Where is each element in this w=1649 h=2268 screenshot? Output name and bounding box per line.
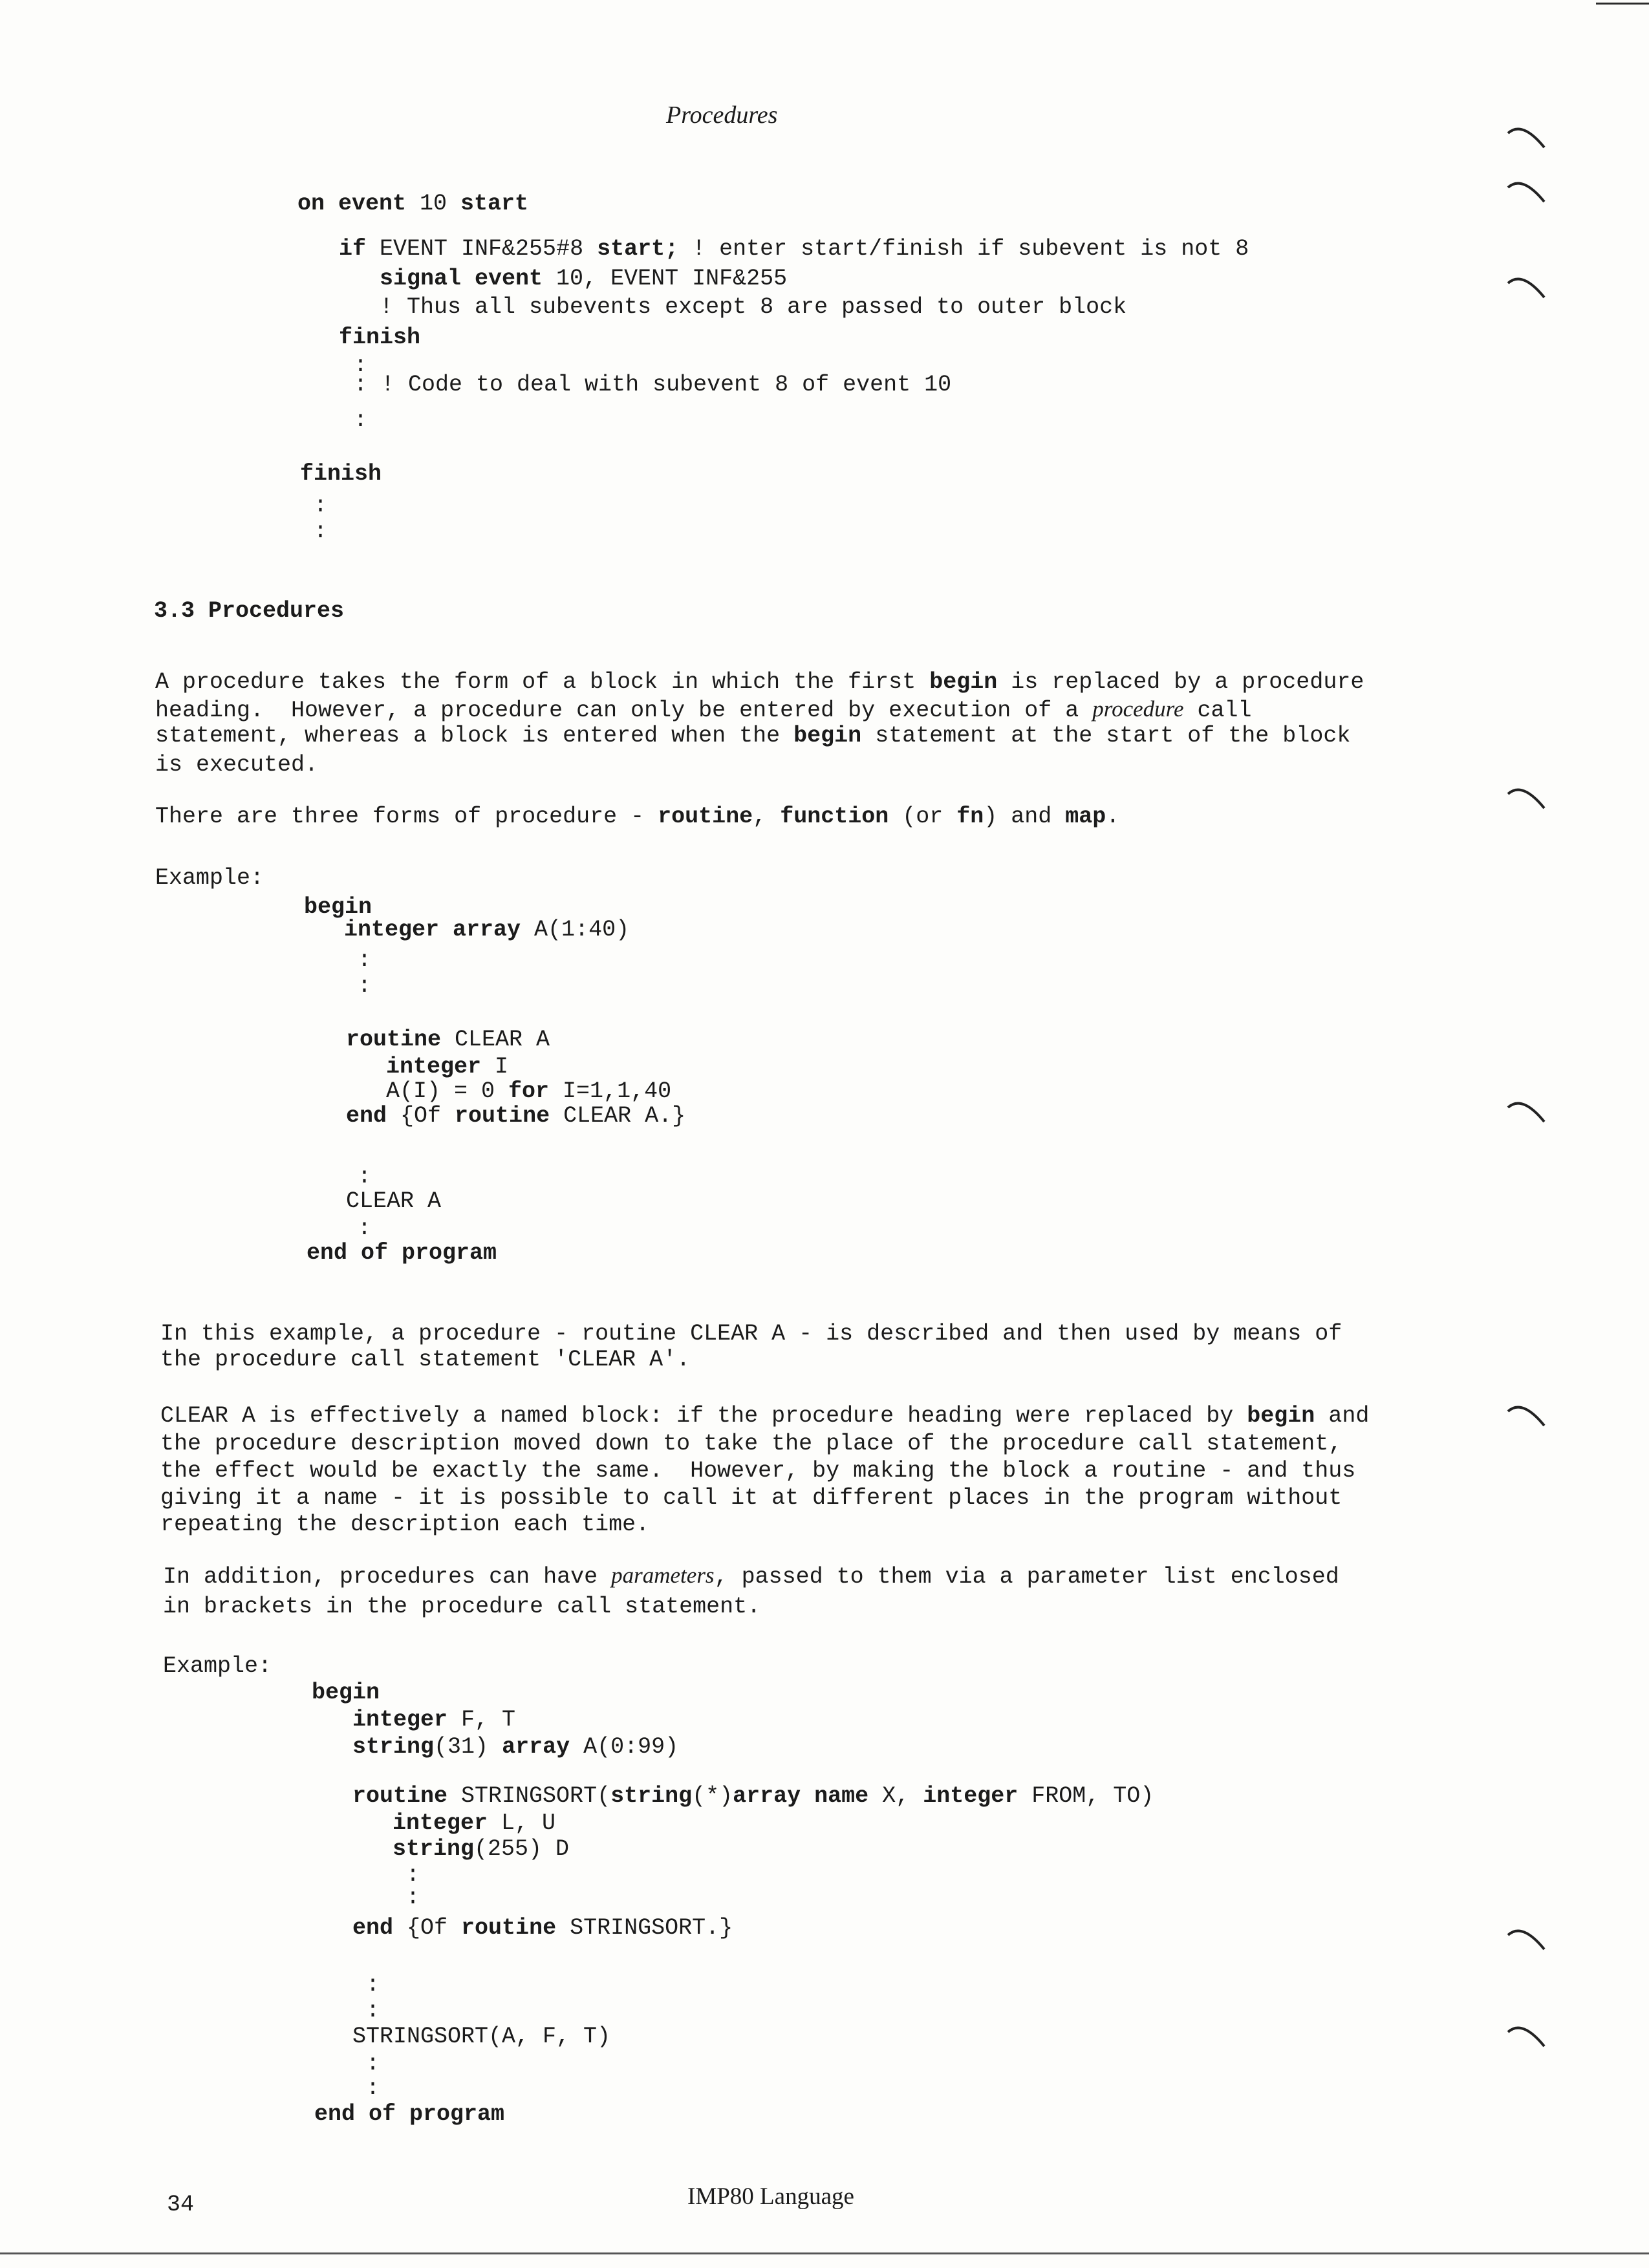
binder-hole-icon (1507, 1923, 1546, 1952)
text-segment: is replaced by a procedure (997, 669, 1364, 695)
code-line (386, 1078, 671, 1104)
keyword: routine (455, 1103, 550, 1129)
code-line (339, 236, 1249, 262)
page-number: 34 (167, 2192, 195, 2218)
keyword: function (780, 804, 889, 829)
code-line (406, 1862, 420, 1888)
text-segment: {Of (387, 1103, 455, 1129)
code-line (300, 461, 382, 487)
keyword: integer (386, 1054, 482, 1080)
text-line (160, 1431, 1342, 1457)
text-segment: STRINGSORT.} (556, 1915, 733, 1941)
text-segment: A(I) = 0 (386, 1078, 509, 1104)
text-segment: 10, EVENT INF&255 (543, 266, 788, 292)
keyword: if (339, 236, 367, 262)
keyword: end (352, 1915, 394, 1941)
keyword: routine (352, 1783, 448, 1809)
code-line (386, 1054, 508, 1080)
keyword: begin (1247, 1403, 1315, 1429)
code-line (297, 191, 528, 217)
text-segment: L, U (488, 1810, 556, 1836)
keyword: map (1065, 804, 1106, 829)
text-segment: and (1315, 1403, 1370, 1429)
keyword: signal event (380, 266, 543, 292)
code-line (312, 1680, 380, 1706)
text-segment: CLEAR A (441, 1027, 550, 1053)
text-segment: (255) D (474, 1836, 570, 1862)
emphasis: procedure (1092, 696, 1184, 722)
code-line (366, 1998, 380, 2024)
code-line (358, 1164, 371, 1190)
code-line (352, 1783, 1154, 1809)
running-title: Procedures (666, 102, 778, 129)
text-segment: the procedure call statement 'CLEAR A'. (160, 1347, 691, 1373)
text-segment: : (358, 1164, 372, 1190)
code-line (352, 1707, 515, 1733)
text-segment: : (354, 352, 368, 378)
text-line (155, 723, 1350, 749)
code-line (354, 372, 951, 398)
text-line (160, 1403, 1369, 1429)
text-segment: X, (868, 1783, 923, 1809)
code-line (344, 917, 629, 943)
text-segment: : (358, 947, 372, 973)
text-segment: : (366, 2075, 380, 2101)
code-line (307, 1240, 497, 1266)
code-line (358, 1215, 371, 1241)
text-segment: : ! Code to deal with subevent 8 of event 10 (354, 372, 952, 398)
text-segment: A(0:99) (570, 1734, 679, 1760)
text-segment: I (481, 1054, 509, 1080)
keyword: end of program (314, 2101, 505, 2127)
text-segment: is executed. (155, 752, 319, 778)
text-segment: In addition, procedures can have (163, 1564, 612, 1590)
keyword: begin (312, 1680, 380, 1706)
keyword: finish (339, 325, 421, 350)
keyword: integer (352, 1707, 448, 1733)
code-line (354, 407, 367, 433)
keyword: routine (658, 804, 753, 829)
text-segment: (*) (692, 1783, 733, 1809)
keyword: for (508, 1078, 550, 1104)
text-line (160, 1321, 1342, 1347)
code-line (314, 2101, 504, 2127)
text-segment: 10 (406, 191, 461, 217)
text-segment: : (406, 1862, 420, 1888)
keyword: start; (597, 236, 679, 262)
text-segment: : (366, 2051, 380, 2077)
text-segment: : (314, 519, 328, 544)
book-title: IMP80 Language (687, 2183, 854, 2210)
code-line (366, 1972, 380, 1998)
binder-hole-icon (1507, 782, 1546, 811)
code-line (346, 1188, 441, 1214)
code-line (346, 1103, 685, 1129)
text-segment: : (366, 1972, 380, 1998)
keyword: array (502, 1734, 570, 1760)
text-segment: A procedure takes the form of a block in which the first (155, 669, 930, 695)
code-line (346, 1027, 550, 1053)
text-line (155, 804, 1119, 829)
code-line (406, 1885, 420, 1910)
text-line (160, 1347, 690, 1373)
text-segment: in brackets in the procedure call statement. (163, 1594, 761, 1620)
keyword: finish (300, 461, 382, 487)
keyword: integer (393, 1810, 488, 1836)
text-segment: A(1:40) (521, 917, 630, 943)
keyword: integer array (344, 917, 521, 943)
text-segment: CLEAR A is effectively a named block: if the procedure heading were replaced by (160, 1403, 1247, 1429)
text-line (160, 1512, 649, 1537)
code-line (393, 1836, 569, 1862)
keyword: start (460, 191, 529, 217)
code-line (352, 2024, 610, 2049)
top-right-rule (1596, 3, 1649, 5)
keyword: end (346, 1103, 387, 1129)
text-segment: CLEAR A (346, 1188, 442, 1214)
keyword: end of program (307, 1240, 497, 1266)
text-line (163, 1563, 1339, 1590)
text-segment: call (1183, 698, 1252, 723)
code-line (352, 1915, 733, 1941)
text-segment: heading. However, a procedure can only be entered by execution of a (155, 698, 1093, 723)
keyword: integer (923, 1783, 1018, 1809)
text-segment: F, T (447, 1707, 516, 1733)
text-segment: the effect would be exactly the same. However, by making the block a routine - and thus (160, 1458, 1356, 1484)
binder-hole-icon (1507, 176, 1546, 204)
text-segment: statement, whereas a block is entered when the (155, 723, 794, 749)
code-line (314, 519, 327, 544)
section-heading: 3.3 Procedures (154, 598, 345, 624)
emphasis: parameters (611, 1563, 715, 1588)
keyword: string (352, 1734, 435, 1760)
text-segment: {Of (393, 1915, 462, 1941)
bottom-rule (0, 2252, 1649, 2254)
example-label: Example: (155, 865, 264, 891)
text-line (155, 669, 1364, 695)
code-line (304, 894, 372, 920)
text-segment: the procedure description moved down to take the place of the procedure call statement, (160, 1431, 1342, 1457)
text-segment: . (1106, 804, 1120, 829)
code-line (358, 947, 371, 973)
text-segment: FROM, TO) (1018, 1783, 1154, 1809)
code-line (339, 325, 420, 350)
text-line (160, 1458, 1355, 1484)
binder-hole-icon (1507, 2020, 1546, 2049)
text-segment: : (366, 1998, 380, 2024)
text-segment: In this example, a procedure - routine CLEAR A - is described and then used by means of (160, 1321, 1342, 1347)
text-line (160, 1485, 1342, 1511)
text-segment: , passed to them via a parameter list enclosed (714, 1564, 1339, 1590)
text-segment: : (314, 493, 328, 519)
keyword: fn (956, 804, 984, 829)
code-line (380, 266, 787, 292)
text-segment: (or (889, 804, 957, 829)
keyword: routine (346, 1027, 442, 1053)
keyword: begin (793, 723, 862, 749)
text-line (163, 1594, 760, 1620)
text-segment: STRINGSORT( (447, 1783, 611, 1809)
binder-hole-icon (1507, 1400, 1546, 1428)
text-segment: : (358, 973, 372, 999)
keyword: on event (297, 191, 407, 217)
keyword: begin (929, 669, 998, 695)
keyword: array name (733, 1783, 869, 1809)
keyword: routine (461, 1915, 557, 1941)
code-line (393, 1810, 555, 1836)
text-segment: CLEAR A.} (550, 1103, 686, 1129)
text-segment: , (753, 804, 781, 829)
text-segment: EVENT INF&255#8 (366, 236, 598, 262)
text-segment: : (354, 407, 368, 433)
code-line (314, 493, 327, 519)
code-line (380, 294, 1126, 320)
binder-hole-icon (1507, 122, 1546, 150)
text-segment: There are three forms of procedure - (155, 804, 658, 829)
code-line (366, 2075, 380, 2101)
keyword: string (610, 1783, 693, 1809)
binder-hole-icon (1507, 1096, 1546, 1124)
code-line (366, 2051, 380, 2077)
keyword: string (393, 1836, 475, 1862)
text-line (155, 696, 1252, 723)
code-line (352, 1734, 678, 1760)
text-segment: : (406, 1885, 420, 1910)
binder-hole-icon (1507, 272, 1546, 300)
text-segment: : (358, 1215, 372, 1241)
text-segment: ! Thus all subevents except 8 are passed to outer block (380, 294, 1127, 320)
text-segment: statement at the start of the block (861, 723, 1351, 749)
text-line (155, 752, 318, 778)
example-label: Example: (163, 1653, 272, 1679)
text-segment: ! enter start/finish if subevent is not 8 (678, 236, 1249, 262)
text-segment: I=1,1,40 (549, 1078, 672, 1104)
text-segment: (31) (434, 1734, 502, 1760)
code-line (358, 973, 371, 999)
text-segment: ) and (984, 804, 1066, 829)
text-segment: STRINGSORT(A, F, T) (352, 2024, 611, 2049)
keyword: begin (304, 894, 372, 920)
text-segment: repeating the description each time. (160, 1512, 650, 1537)
text-segment: giving it a name - it is possible to call it at different places in the program without (160, 1485, 1342, 1511)
